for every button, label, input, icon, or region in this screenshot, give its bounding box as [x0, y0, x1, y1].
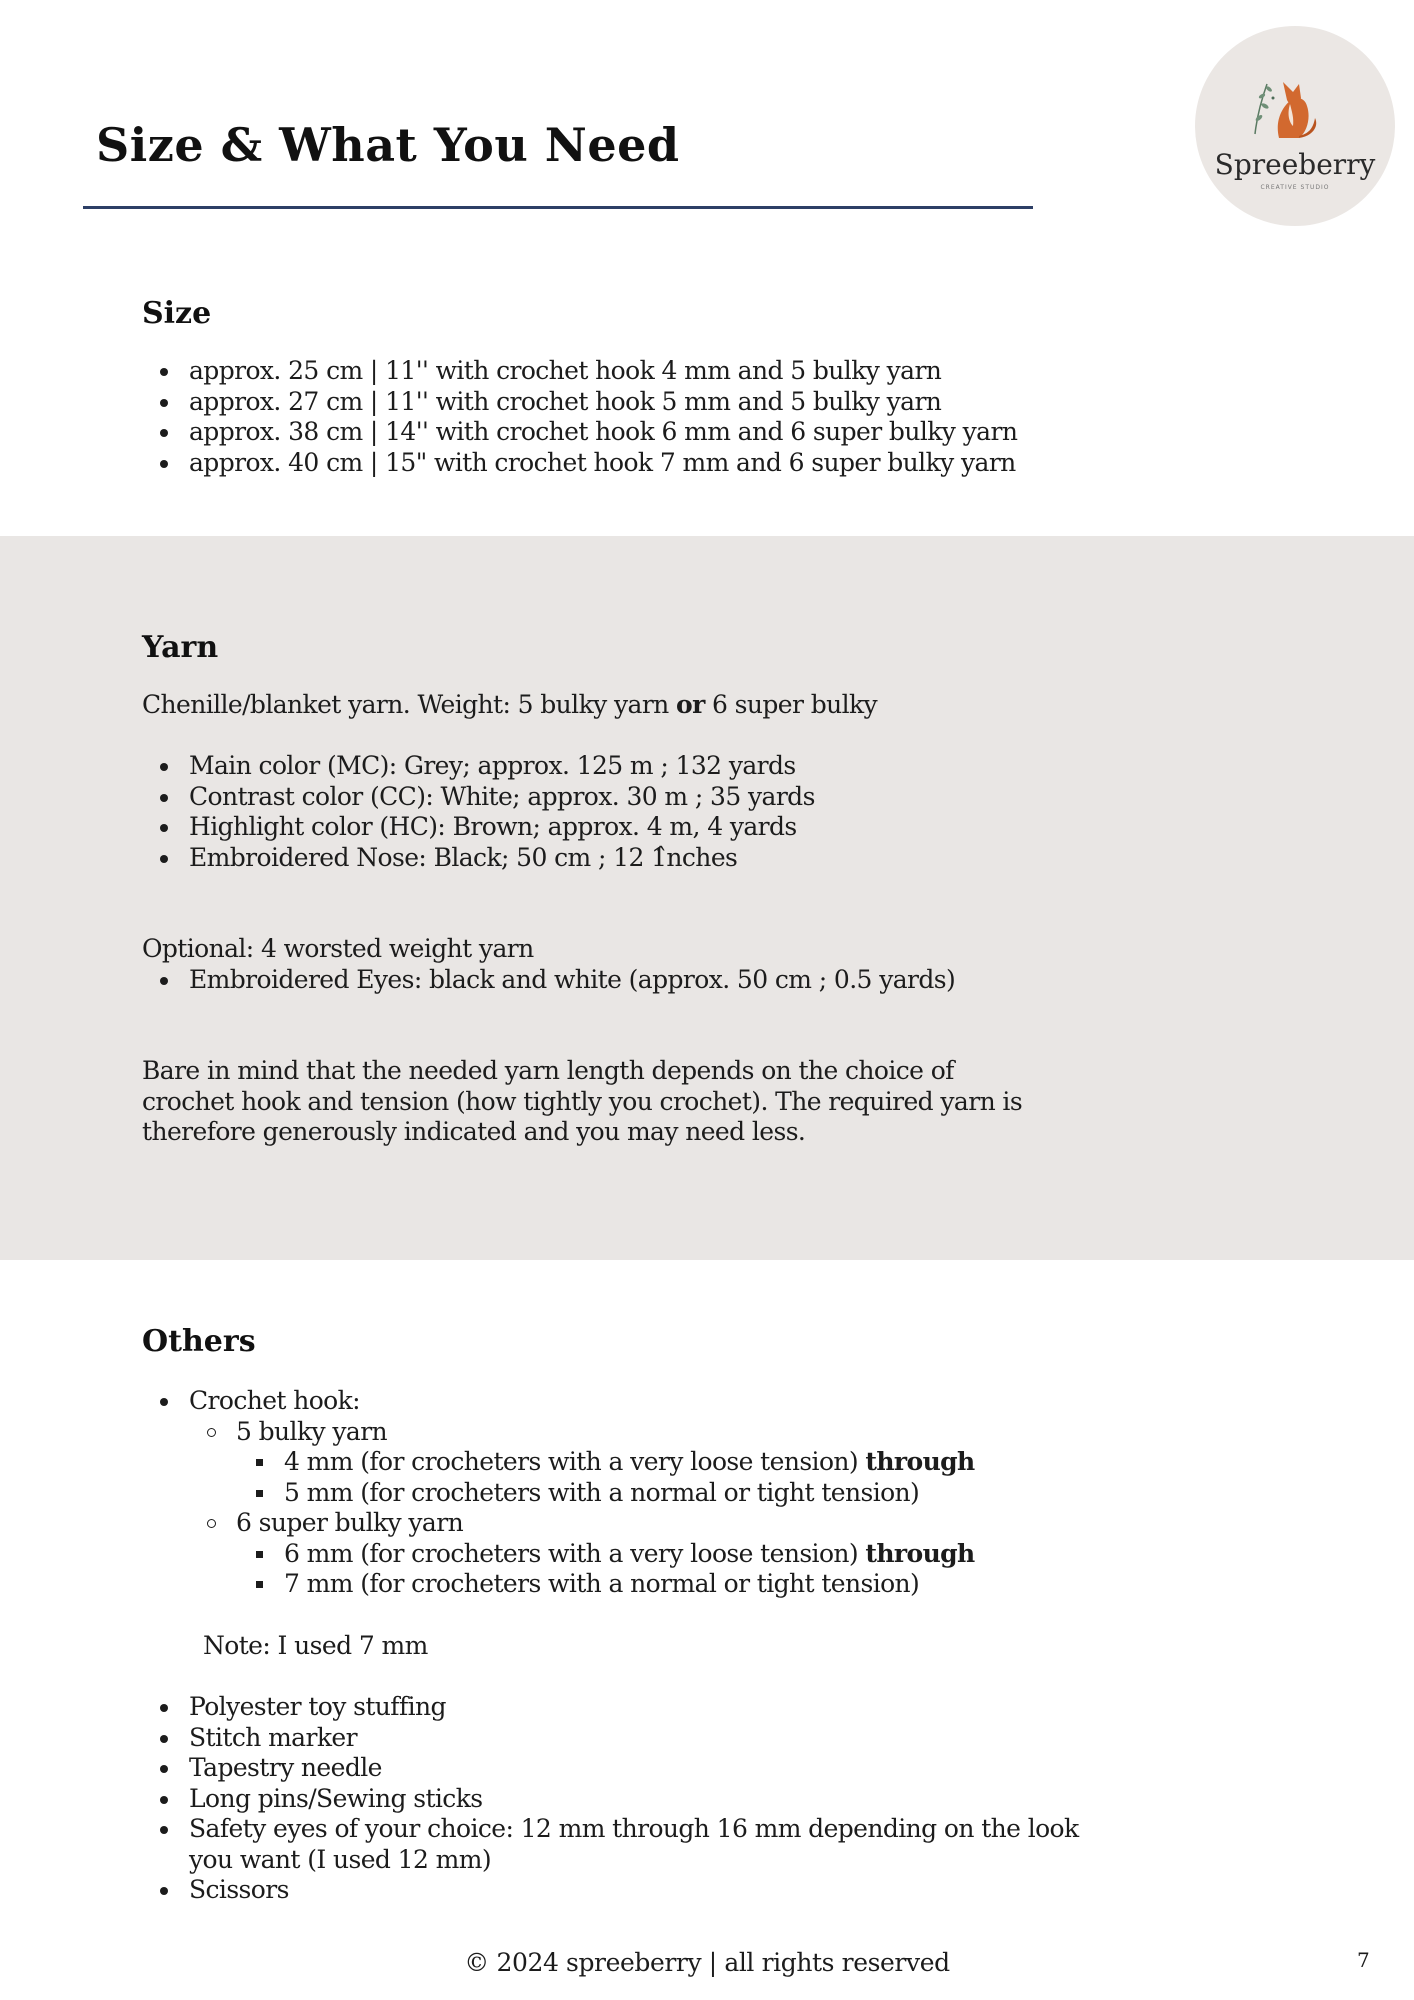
logo-wordmark: Spreeberry — [1214, 148, 1376, 181]
yarn-weight-prefix: Chenille/blanket yarn. Weight: 5 bulky yarn — [142, 690, 677, 719]
yarn-color-list — [142, 751, 815, 873]
crochet-hook-list — [142, 1386, 975, 1600]
bulky-option-text: 4 mm (for crocheters with a very loose tension) — [284, 1447, 866, 1476]
others-heading: Others — [142, 1324, 256, 1359]
list-item: Highlight color (HC): Brown; approx. 4 m, 4 yards — [142, 812, 815, 843]
size-list — [142, 356, 1017, 478]
list-item: Tapestry needle — [142, 1753, 1122, 1784]
bulky-yarn-label: 5 bulky yarn — [236, 1416, 388, 1446]
list-item: Contrast color (CC): White; approx. 30 m ; 35 yards — [142, 782, 815, 813]
fox-icon — [1195, 26, 1395, 226]
list-item: Embroidered Eyes: black and white (approx. 50 cm ; 0.5 yards) — [142, 965, 955, 996]
yarn-note-line: Bare in mind that the needed yarn length depends on the choice of — [142, 1056, 954, 1085]
yarn-weight-suffix: 6 super bulky — [704, 690, 878, 719]
title-divider — [83, 206, 1033, 209]
hook-note: Note: I used 7 mm — [203, 1631, 428, 1660]
bulky-hook-options — [236, 1447, 975, 1508]
yarn-weight-text — [142, 690, 877, 721]
list-item: Main color (MC): Grey; approx. 125 m ; 132 yards — [142, 751, 815, 782]
yarn-note-line: crochet hook and tension (how tightly you crochet). The required yarn is — [142, 1086, 1023, 1116]
optional-yarn-label: Optional: 4 worsted weight yarn — [142, 934, 534, 963]
list-item: 5 mm (for crocheters with a normal or tight tension) — [236, 1478, 975, 1509]
list-item: Embroidered Nose: Black; 50 cm ; 12 1̂nches — [142, 843, 815, 874]
list-item — [236, 1539, 975, 1570]
crochet-hook-label: Crochet hook: — [189, 1386, 360, 1415]
through-text: through — [865, 1538, 975, 1568]
super-bulky-yarn-label: 6 super bulky yarn — [236, 1508, 464, 1537]
list-item: Stitch marker — [142, 1723, 1122, 1754]
size-heading: Size — [142, 296, 212, 331]
list-item: approx. 25 cm | 11'' with crochet hook 4 mm and 5 bulky yarn — [142, 356, 1017, 387]
through-text: through — [865, 1447, 975, 1476]
page-number: 7 — [1357, 1948, 1370, 1972]
list-item: approx. 40 cm | 15" with crochet hook 7 mm and 6 super bulky yarn — [142, 448, 1017, 479]
super-bulky-hook-options — [236, 1539, 975, 1600]
yarn-heading: Yarn — [142, 630, 219, 665]
optional-yarn-list — [142, 965, 955, 996]
list-item: 7 mm (for crocheters with a normal or tight tension) — [236, 1569, 975, 1600]
yarn-note — [142, 1056, 1022, 1148]
list-item — [189, 1417, 975, 1509]
logo-tagline: CREATIVE STUDIO — [1260, 184, 1330, 191]
supplies-list — [142, 1692, 1122, 1906]
list-item: Scissors — [142, 1875, 1122, 1906]
list-item — [189, 1508, 975, 1600]
super-bulky-option-text: 6 mm (for crocheters with a very loose tension) — [284, 1538, 866, 1568]
list-item: Safety eyes of your choice: 12 mm through 16 mm depending on the look you want (I used 12 mm) — [142, 1814, 1122, 1875]
list-item: Polyester toy stuffing — [142, 1692, 1122, 1723]
brand-logo — [1195, 26, 1395, 226]
footer-copyright: © 2024 spreeberry | all rights reserved — [464, 1948, 950, 1977]
yarn-weight-or: or — [676, 690, 705, 719]
list-item — [236, 1447, 975, 1478]
list-item — [142, 1386, 975, 1600]
page-title: Size & What You Need — [96, 118, 680, 172]
yarn-weight-list — [189, 1417, 975, 1600]
list-item: approx. 27 cm | 11'' with crochet hook 5 mm and 5 bulky yarn — [142, 387, 1017, 418]
list-item: approx. 38 cm | 14'' with crochet hook 6 mm and 6 super bulky yarn — [142, 417, 1017, 448]
list-item: Long pins/Sewing sticks — [142, 1784, 1122, 1815]
yarn-note-line: therefore generously indicated and you may need less. — [142, 1117, 806, 1146]
